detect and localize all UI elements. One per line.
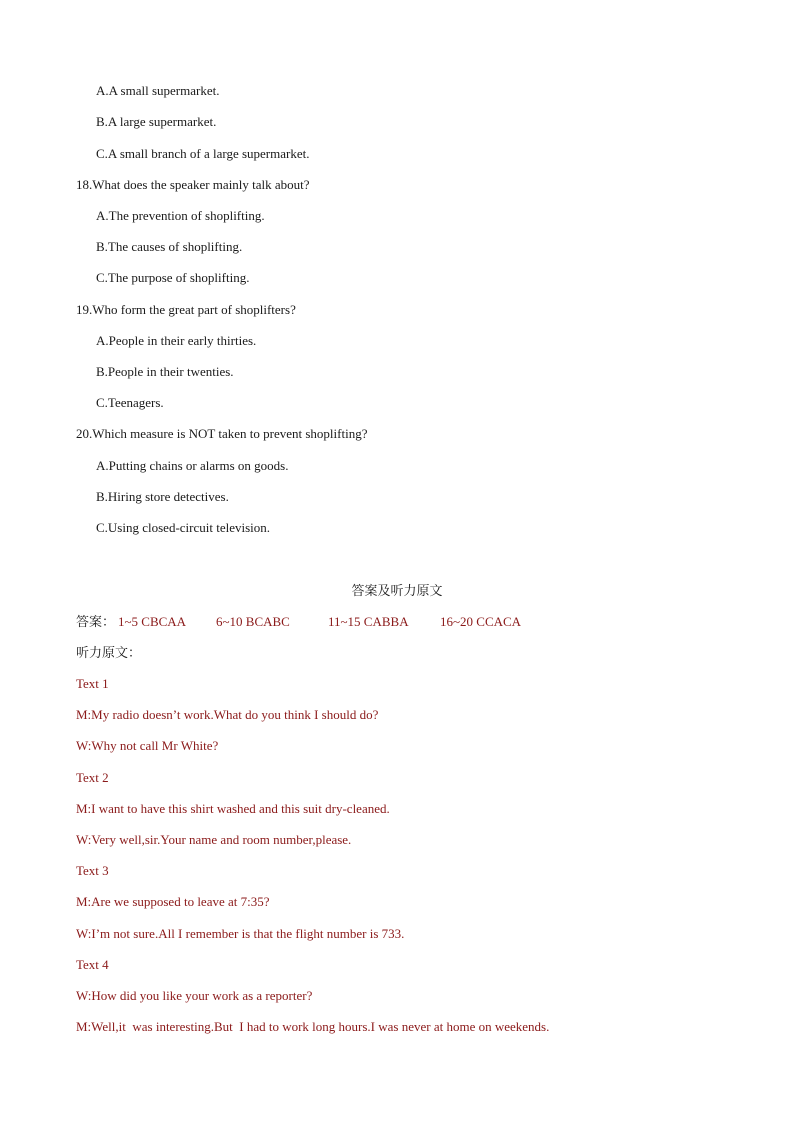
text-2-line-2: W:Very well,sir.Your name and room number,please. — [76, 832, 352, 847]
answer-group-2: 6~10 BCABC — [216, 614, 290, 629]
text-1-title: Text 1 — [76, 676, 109, 691]
text-4-line-2: M:Well,it was interesting.But I had to work long hours.I was never at home on weekends. — [76, 1019, 550, 1034]
text-1-line-1: M:My radio doesn’t work.What do you think I should do? — [76, 707, 379, 722]
text-4-title: Text 4 — [76, 957, 109, 972]
q18-option-c: C.The purpose of shoplifting. — [96, 270, 250, 285]
answer-group-1: 1~5 CBCAA — [118, 614, 187, 629]
answer-group-4: 16~20 CCACA — [440, 614, 522, 629]
text-2-line-1: M:I want to have this shirt washed and this suit dry-cleaned. — [76, 801, 390, 816]
question-18: 18.What does the speaker mainly talk about? — [76, 177, 310, 192]
q19-option-c: C.Teenagers. — [96, 395, 164, 410]
question-19: 19.Who form the great part of shoplifters? — [76, 302, 296, 317]
text-1-line-2: W:Why not call Mr White? — [76, 738, 219, 753]
text-4-line-1: W:How did you like your work as a reporter? — [76, 988, 313, 1003]
q18-option-a: A.The prevention of shoplifting. — [96, 208, 265, 223]
text-3-line-1: M:Are we supposed to leave at 7:35? — [76, 894, 270, 909]
q19-option-b: B.People in their twenties. — [96, 364, 234, 379]
q19-option-a: A.People in their early thirties. — [96, 333, 257, 348]
q20-option-a: A.Putting chains or alarms on goods. — [96, 458, 289, 473]
q17-option-b: B.A large supermarket. — [96, 114, 217, 129]
text-3-title: Text 3 — [76, 863, 109, 878]
q17-option-a: A.A small supermarket. — [96, 83, 220, 98]
text-3-line-2: W:I’m not sure.All I remember is that the flight number is 733. — [76, 926, 405, 941]
text-2-title: Text 2 — [76, 770, 109, 785]
answer-group-3: 11~15 CABBA — [328, 614, 409, 629]
q20-option-b: B.Hiring store detectives. — [96, 489, 229, 504]
q18-option-b: B.The causes of shoplifting. — [96, 239, 243, 254]
q17-option-c: C.A small branch of a large supermarket. — [96, 146, 310, 161]
q20-option-c: C.Using closed-circuit television. — [96, 520, 271, 535]
answer-section-heading: 答案及听力原文 — [351, 583, 443, 598]
answers-label: 答案： — [76, 614, 116, 629]
transcript-label: 听力原文： — [76, 645, 142, 660]
question-20: 20.Which measure is NOT taken to prevent shoplifting? — [76, 426, 368, 441]
